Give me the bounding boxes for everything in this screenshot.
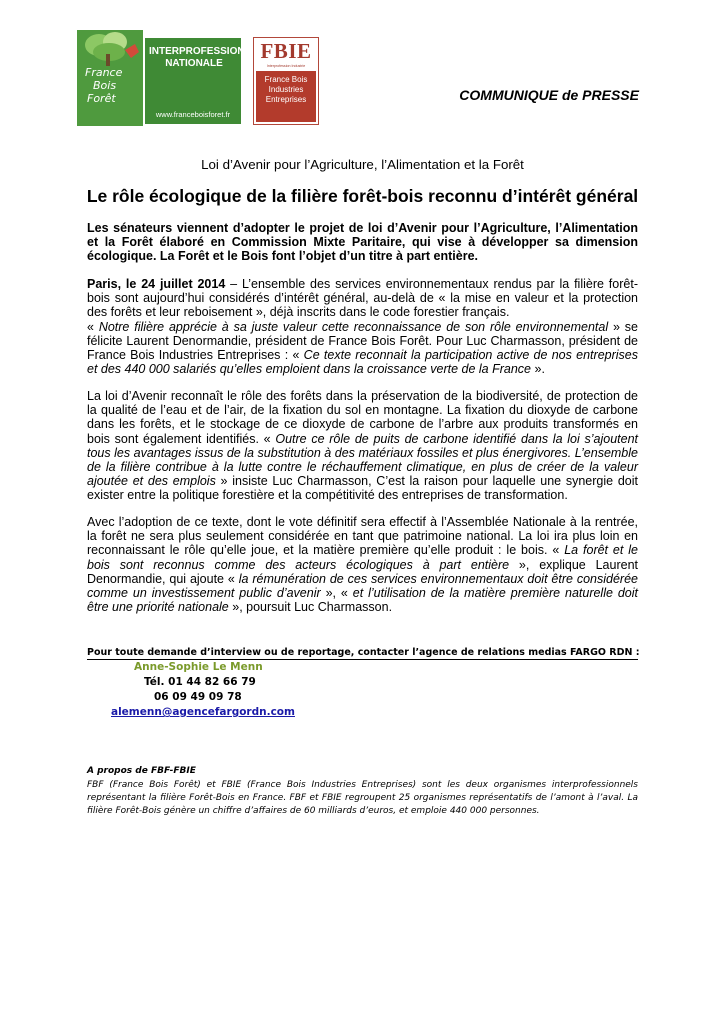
p3-quote-1: La forêt et le bois sont reconnus comme des acteurs écologiques à part entière	[87, 543, 638, 572]
france-bois-foret-logo	[77, 30, 245, 126]
body-paragraph-2	[87, 389, 638, 503]
body-paragraph-3	[87, 515, 638, 614]
dateline: Paris, le 24 juillet 2014	[87, 277, 226, 291]
about-text: FBF (France Bois Forêt) et FBIE (France Bois Industries Entreprises) sont les deux organismes interprofessionnels représentant la filière Forêt-Bois en France. FBF et FBIE regroupent 25 organismes représentatifs de l’amont à l’aval. La filière Forêt-Bois génère un chiffre d’affaires de 60 milliards d’euros, et emploie 440 000 personnes.	[87, 780, 638, 816]
contact-divider	[87, 659, 638, 660]
fbf-brand-line-2: Bois	[93, 79, 117, 92]
fbf-logo-panel	[145, 38, 245, 124]
fbf-logo-emblem	[77, 30, 143, 126]
p2-text-1: La loi d’Avenir reconnaît le rôle des forêts dans la préservation de la biodiversité, de protection de la qualité de l’eau et de l’air, de la fixation du sol en montagne. La fixation du dioxyde de carbone dans les forêts, et le stockage de ce dioxyde de carbone de l’arbre aux produits transformés en bois sont également identifiés. «	[87, 389, 638, 446]
about-heading: A propos de FBF-FBIE	[87, 766, 196, 776]
fbie-red-line-3: Entreprises	[265, 95, 307, 104]
fbie-red-line-2: Industries	[268, 85, 304, 94]
tree-icon	[79, 30, 141, 66]
p3-text-2: », explique Laurent Denormandie, qui ajoute «	[87, 557, 638, 586]
fbf-interpro-line-2: NATIONALE	[165, 58, 223, 69]
p1-text-2: «	[87, 319, 99, 334]
fbie-logo-subline: Interprofession Industrie	[266, 64, 306, 68]
press-release-label: COMMUNIQUE de PRESSE	[459, 87, 639, 103]
p3-quote-3: et l’utilisation de la matière première naturelle doit être une priorité nationale	[87, 586, 639, 615]
contact-phone-1: Tél. 01 44 82 66 79	[144, 676, 256, 688]
contact-email-link[interactable]: alemenn@agencefargordn.com	[111, 706, 295, 718]
p1-text-4: ».	[531, 362, 545, 377]
p3-text-3: », «	[320, 586, 353, 601]
fbf-interpro-line-1: INTERPROFESSION	[149, 46, 245, 57]
fbie-logo	[253, 37, 319, 125]
body-paragraph-1	[87, 277, 638, 376]
fbie-logo-red-block	[256, 71, 316, 122]
fbf-url: www.franceboisforet.fr	[155, 110, 231, 119]
contact-name: Anne-Sophie Le Menn	[134, 661, 263, 673]
p3-quote-2: la rémunération de ces services environnementaux doit être considérée comme un investissement public d’avenir	[87, 571, 638, 601]
document-title: Le rôle écologique de la filière forêt-bois reconnu d’intérêt général	[86, 186, 639, 206]
p2-quote-1: Outre ce rôle de puits de carbone identifié dans la loi s’ajoutent tous les avantages issus de la substitution à des matériaux fossiles et plus énergivores. L’ensemble de la filière contribue à la lutte contre le réchauffement climatique, en plus de créer de la valeur ajoutée et des emplois	[87, 431, 638, 489]
fbie-logo-title: FBIE	[260, 39, 312, 63]
fbf-brand-line-1: France	[85, 66, 123, 79]
contact-phone-2: 06 09 49 09 78	[154, 691, 242, 703]
p2-text-2: » insiste Luc Charmasson, C’est la raison pour laquelle une synergie doit exister entre la politique forestière et la compétitivité des entreprises de transformation.	[87, 474, 638, 503]
contact-heading: Pour toute demande d’interview ou de reportage, contacter l’agence de relations medias FARGO RDN :	[87, 647, 640, 658]
p3-text-4: », poursuit Luc Charmasson.	[228, 600, 393, 615]
p1-quote-2: Ce texte reconnait la participation active de nos entreprises et des 440 000 salariés qu’elles emploient dans la croissance verte de la France	[87, 348, 638, 377]
p1-text-3: » se félicite Laurent Denormandie, président de France Bois Forêt. Pour Luc Charmasson, président de France Bois Industries Entreprises : «	[87, 319, 638, 363]
fbf-brand-line-3: Forêt	[87, 92, 116, 105]
document-subtitle: Loi d’Avenir pour l’Agriculture, l’Alimentation et la Forêt	[201, 157, 524, 172]
p1-text-1: – L’ensemble des services environnementaux rendus par la filière forêt-bois sont aujourd’hui considérés d’intérêt général, au-delà de « la mise en valeur et la protection des forêts et leur reboisement », déjà inscrits dans le code forestier français.	[87, 277, 638, 320]
lead-paragraph: Les sénateurs viennent d’adopter le projet de loi d’Avenir pour l’Agriculture, l’Alimentation et la Forêt élaboré en Commission Mixte Paritaire, qui vise à développer sa dimension écologique. La Forêt et le Bois font l’objet d’un titre à part entière.	[87, 221, 638, 264]
p1-quote-1: Notre filière apprécie à sa juste valeur cette reconnaissance de son rôle environnemental	[98, 319, 609, 334]
fbie-red-line-1: France Bois	[264, 75, 308, 84]
p3-text-1: Avec l’adoption de ce texte, dont le vote définitif sera effectif à l’Assemblée Nationale à la rentrée, la forêt ne sera plus seulement considérée en tant que patrimoine national. La loi ira plus loin en reconnaissant le rôle qu’elle joue, et la matière première qu’elle produit : le bois. «	[87, 515, 638, 558]
